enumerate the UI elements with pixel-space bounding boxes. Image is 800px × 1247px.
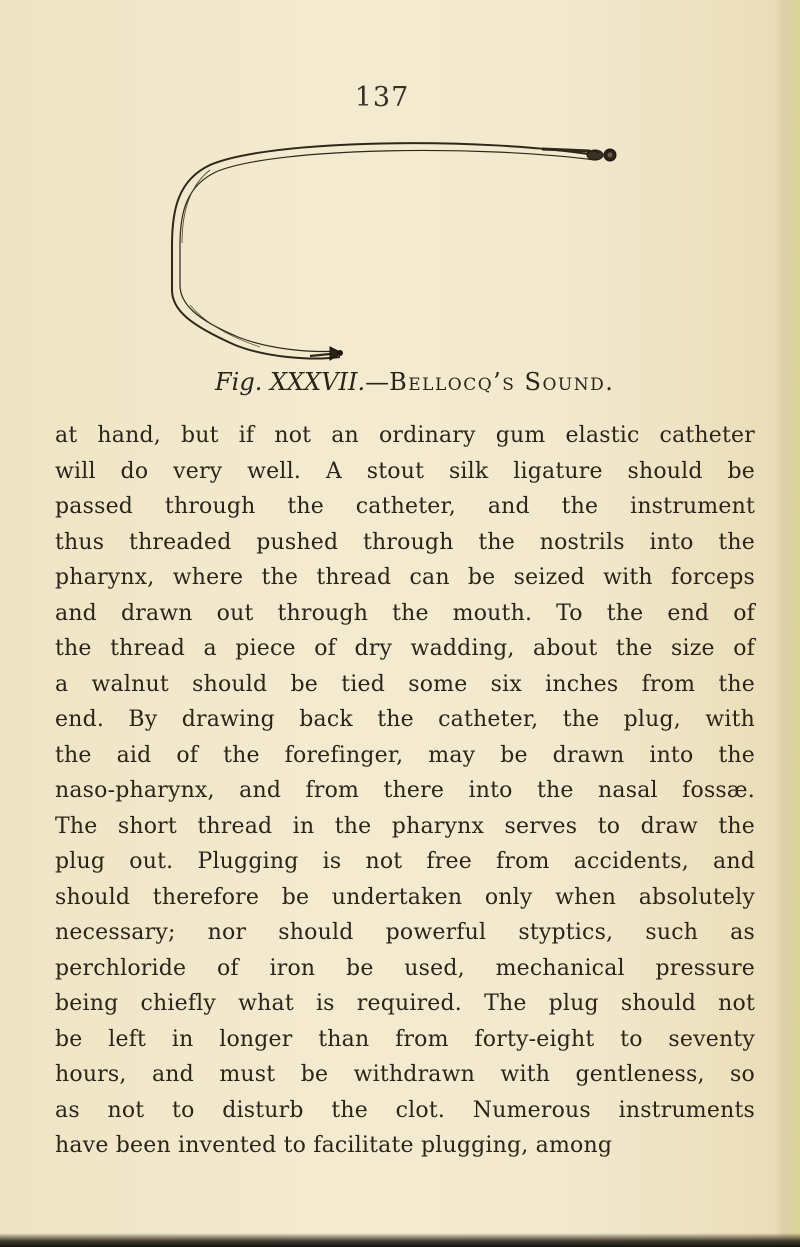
page-edge-shadow [774,0,800,1247]
text-line: a walnut should be tied some six inches from the [55,671,755,697]
text-line: necessary; nor should powerful styptics, such as [55,920,755,945]
page-bottom-edge [0,1233,800,1247]
figure-caption [215,368,614,396]
body-text [55,418,755,1164]
text-line: naso-pharynx, and from there into the nasal fossæ. [55,778,755,803]
bellocq-sound-illustration [150,125,650,365]
text-line: thus threaded pushed through the nostrils into the [55,529,755,555]
bellocq-sound-drawing [150,125,650,365]
text-line: as not to disturb the clot. Numerous instruments [55,1097,755,1123]
figure-caption-dash: — [365,368,390,396]
figure-title: Bellocq’s Sound. [389,368,615,396]
text-line: the aid of the forefinger, may be drawn into the [55,742,755,768]
text-line: will do very well. A stout silk ligature should be [55,458,755,484]
text-line: perchloride of iron be used, mechanical pressure [55,955,755,981]
text-line: at hand, but if not an ordinary gum elastic catheter [55,423,755,448]
text-line: hours, and must be withdrawn with gentleness, so [55,1062,755,1087]
text-line: plug out. Plugging is not free from accidents, and [55,849,755,874]
text-line: passed through the catheter, and the instrument [55,494,755,519]
page-number: 137 [354,82,410,113]
text-line: pharynx, where the thread can be seized with forceps [55,565,755,590]
text-line: The short thread in the pharynx serves to draw the [55,813,755,839]
text-line: be left in longer than from forty-eight to seventy [55,1026,755,1052]
sound-tube-inner [180,150,595,351]
text-line: being chiefly what is required. The plug should not [55,991,755,1016]
text-line: have been invented to facilitate plugging, among [55,1133,613,1158]
sound-tube-outer [172,143,595,358]
text-line: the thread a piece of dry wadding, about the size of [55,636,755,661]
text-line: end. By drawing back the catheter, the plug, with [55,707,755,732]
text-line: and drawn out through the mouth. To the end of [55,600,755,626]
text-line: should therefore be undertaken only when absolutely [55,884,755,910]
figure-label: Fig. XXXVII. [215,368,366,396]
